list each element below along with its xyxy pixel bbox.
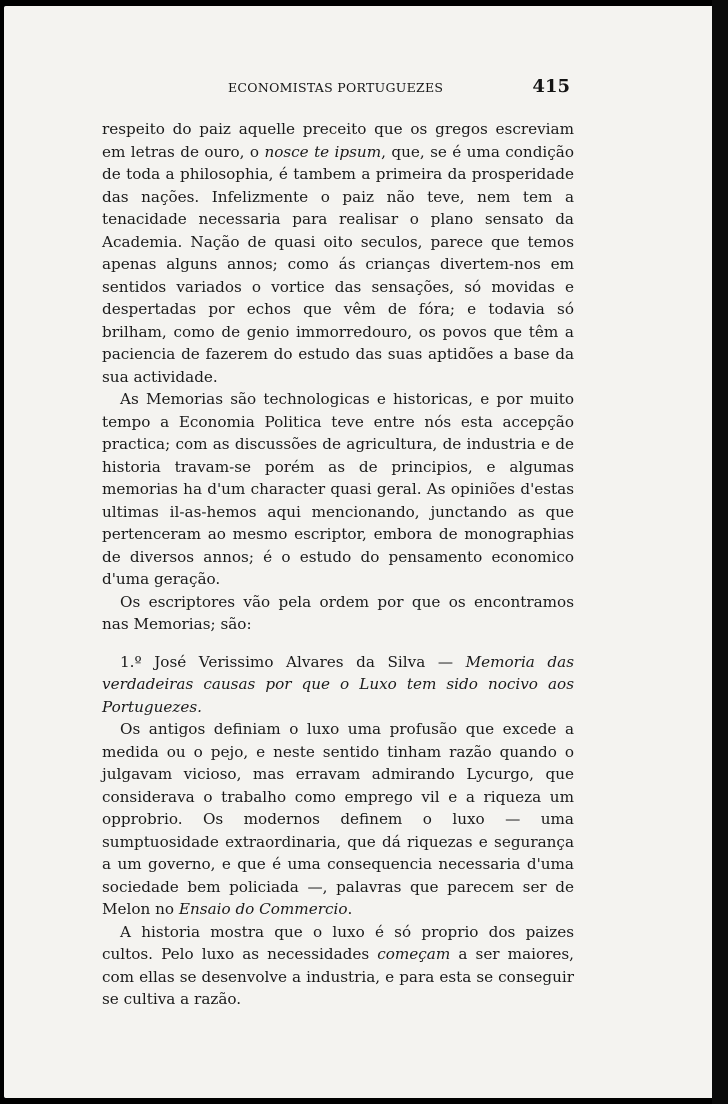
entry-number: 1.º — [120, 652, 142, 671]
paragraph-5-text-a: A historia mostra que o luxo é só proprio dos paizes cultos. Pelo luxo as necessidades — [102, 922, 574, 963]
paragraph-4-text-c: . — [347, 900, 353, 918]
paragraph-1 — [102, 118, 574, 388]
paragraph-5-text-c: a ser maiores, com ellas se desenvolve a industria, e para esta se conseguir se cultiva a razão. — [102, 945, 574, 1008]
running-title: ECONOMISTAS PORTUGUEZES — [228, 80, 444, 95]
paragraph-4 — [102, 718, 574, 921]
page-number: 415 — [532, 76, 570, 97]
paragraph-1-text-c: , que, se é uma condição de toda a philosophia, é tambem a primeira da prosperidade das nações. Infelizmente o paiz não teve, nem tem a tenacidade necessaria para realisar o plano sensato da Academia. Nação de quasi oito seculos, parece que temos apenas alguns annos; como ás crianças divertem-nos em sentidos variados o vortice das sensações, só movidas e despertadas por echos que vêm de fóra; e todavia só brilham, como de genio immorredouro, os povos que têm a paciencia de fazerem do estudo das suas aptidões a base da sua actividade. — [102, 142, 574, 386]
page-body — [102, 118, 574, 1011]
paragraph-1-latin-phrase: nosce te ipsum — [264, 142, 382, 161]
entry-author: José Verissimo Alvares da Silva — [154, 652, 426, 671]
entry-dash: — — [425, 652, 466, 671]
paragraph-5 — [102, 921, 574, 1011]
paragraph-1-text-a: respeito do paiz aquelle preceito que os gregos escreviam em letras de ouro, o — [102, 120, 574, 161]
paragraph-4-book-title: Ensaio do Commercio — [178, 900, 348, 918]
paragraph-4-text-a: Os antigos definiam o luxo uma profusão que excede a medida ou o pejo, e neste sentido tinham razão quando o julgavam vicioso, mas erravam admirando Lycurgo, que considerava o trabalho como emprego vil e a riqueza um opprobrio. Os modernos definem o luxo — uma sumptuosidade extraordinaria, que dá riquezas e segurança a um governo, e que é uma consequencia necessaria d'uma sociedade bem policiada —, palavras que parecem ser de Melon no — [102, 720, 574, 918]
paragraph-5-italic-word: começam — [377, 945, 451, 963]
page-header — [100, 76, 584, 102]
entry-heading — [102, 651, 574, 719]
page-edge-shadow — [712, 0, 728, 1104]
paragraph-2: As Memorias são technologicas e historicas, e por muito tempo a Economia Politica teve entre nós esta accepção practica; com as discussões de agricultura, de industria e de historia travam-se porém as de principios, e algumas memorias ha d'um character quasi geral. As opiniões d'estas ultimas il-as-hemos aqui mencionando, junctando as que pertenceram ao mesmo escriptor, embora de monographias de diversos annos; é o estudo do pensamento economico d'uma geração. — [102, 390, 574, 588]
paragraph-3: Os escriptores vão pela ordem por que os encontramos nas Memorias; são: — [102, 592, 574, 633]
entry-work-title: Memoria das verdadeiras causas por que o Luxo tem sido nocivo aos Portuguezes. — [102, 652, 574, 716]
